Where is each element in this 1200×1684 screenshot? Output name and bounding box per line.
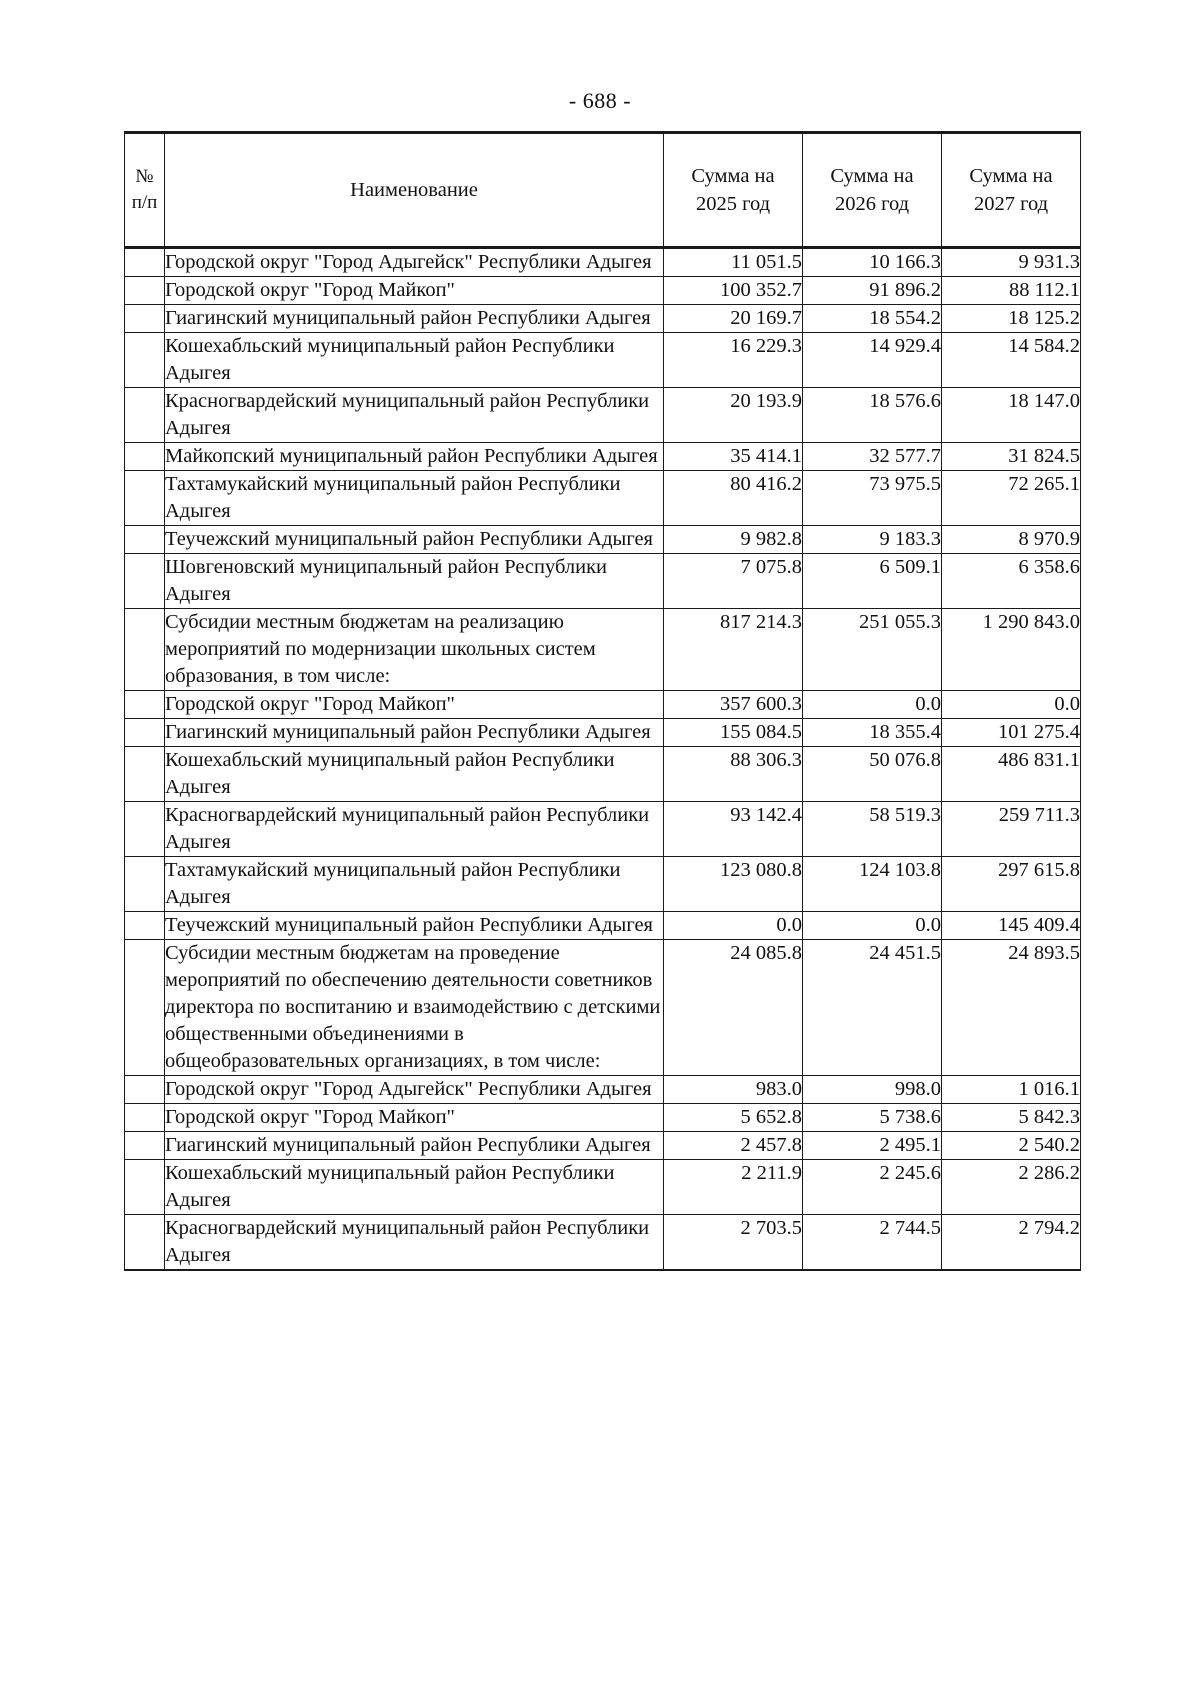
row-number-cell xyxy=(125,719,165,747)
row-value-2027: 24 893.5 xyxy=(942,940,1081,1076)
row-name-cell: Гиагинский муниципальный район Республики Адыгея xyxy=(165,719,664,747)
row-value-2027: 18 147.0 xyxy=(942,388,1081,443)
table-row xyxy=(125,802,1081,857)
row-number-cell xyxy=(125,248,165,277)
row-value-2026: 2 245.6 xyxy=(803,1160,942,1215)
row-name-cell: Городской округ "Город Майкоп" xyxy=(165,277,664,305)
row-value-2025: 155 084.5 xyxy=(664,719,803,747)
row-value-2025: 24 085.8 xyxy=(664,940,803,1076)
row-value-2027: 2 540.2 xyxy=(942,1132,1081,1160)
budget-table xyxy=(124,131,1081,1271)
column-header-name: Наименование xyxy=(165,133,664,248)
row-name-cell: Субсидии местным бюджетам на проведение мероприятий по обеспечению деятельности советников директора по воспитанию и взаимодействию с детскими общественными объединениями в общеобразовательных организациях, в том числе: xyxy=(165,940,664,1076)
table-row xyxy=(125,747,1081,802)
row-value-2025: 20 169.7 xyxy=(664,305,803,333)
page-number: - 688 - xyxy=(568,88,632,113)
row-number-cell xyxy=(125,940,165,1076)
row-name-cell: Шовгеновский муниципальный район Республики Адыгея xyxy=(165,554,664,609)
table-row xyxy=(125,609,1081,691)
row-number-cell xyxy=(125,1215,165,1271)
row-name-cell: Гиагинский муниципальный район Республики Адыгея xyxy=(165,1132,664,1160)
table-row xyxy=(125,277,1081,305)
row-value-2025: 123 080.8 xyxy=(664,857,803,912)
row-value-2026: 18 554.2 xyxy=(803,305,942,333)
row-number-cell xyxy=(125,1076,165,1104)
table-row xyxy=(125,1160,1081,1215)
row-number-cell xyxy=(125,1160,165,1215)
table-row xyxy=(125,526,1081,554)
row-value-2027: 88 112.1 xyxy=(942,277,1081,305)
row-value-2026: 24 451.5 xyxy=(803,940,942,1076)
table-row xyxy=(125,248,1081,277)
row-value-2025: 16 229.3 xyxy=(664,333,803,388)
row-value-2027: 1 290 843.0 xyxy=(942,609,1081,691)
row-value-2026: 50 076.8 xyxy=(803,747,942,802)
table-row xyxy=(125,1132,1081,1160)
table-row xyxy=(125,940,1081,1076)
row-value-2027: 14 584.2 xyxy=(942,333,1081,388)
row-number-cell xyxy=(125,277,165,305)
row-number-cell xyxy=(125,691,165,719)
row-number-cell xyxy=(125,388,165,443)
row-value-2025: 5 652.8 xyxy=(664,1104,803,1132)
table-row xyxy=(125,554,1081,609)
table-row xyxy=(125,305,1081,333)
row-name-cell: Городской округ "Город Адыгейск" Республики Адыгея xyxy=(165,248,664,277)
row-value-2026: 14 929.4 xyxy=(803,333,942,388)
table-row xyxy=(125,388,1081,443)
row-name-cell: Кошехабльский муниципальный район Республики Адыгея xyxy=(165,747,664,802)
row-number-cell xyxy=(125,526,165,554)
row-value-2025: 100 352.7 xyxy=(664,277,803,305)
row-value-2027: 145 409.4 xyxy=(942,912,1081,940)
column-header-2026: Сумма на 2026 год xyxy=(803,133,942,248)
table-header xyxy=(125,133,1081,248)
row-value-2026: 32 577.7 xyxy=(803,443,942,471)
row-name-cell: Кошехабльский муниципальный район Республики Адыгея xyxy=(165,333,664,388)
row-value-2025: 80 416.2 xyxy=(664,471,803,526)
row-name-cell: Тахтамукайский муниципальный район Республики Адыгея xyxy=(165,471,664,526)
row-value-2027: 5 842.3 xyxy=(942,1104,1081,1132)
row-value-2027: 2 794.2 xyxy=(942,1215,1081,1271)
row-value-2025: 20 193.9 xyxy=(664,388,803,443)
row-name-cell: Кошехабльский муниципальный район Республики Адыгея xyxy=(165,1160,664,1215)
table-row xyxy=(125,1215,1081,1271)
row-value-2026: 6 509.1 xyxy=(803,554,942,609)
row-name-cell: Тахтамукайский муниципальный район Республики Адыгея xyxy=(165,857,664,912)
row-value-2027: 486 831.1 xyxy=(942,747,1081,802)
row-name-cell: Красногвардейский муниципальный район Республики Адыгея xyxy=(165,802,664,857)
row-value-2026: 0.0 xyxy=(803,912,942,940)
table-row xyxy=(125,691,1081,719)
row-value-2025: 2 211.9 xyxy=(664,1160,803,1215)
row-value-2027: 2 286.2 xyxy=(942,1160,1081,1215)
row-value-2026: 73 975.5 xyxy=(803,471,942,526)
row-value-2026: 5 738.6 xyxy=(803,1104,942,1132)
row-name-cell: Красногвардейский муниципальный район Республики Адыгея xyxy=(165,1215,664,1271)
column-header-number: № п/п xyxy=(125,133,165,248)
row-number-cell xyxy=(125,912,165,940)
row-number-cell xyxy=(125,554,165,609)
row-number-cell xyxy=(125,443,165,471)
row-value-2027: 9 931.3 xyxy=(942,248,1081,277)
table-body xyxy=(125,248,1081,1271)
row-value-2026: 998.0 xyxy=(803,1076,942,1104)
row-value-2026: 18 355.4 xyxy=(803,719,942,747)
row-value-2025: 11 051.5 xyxy=(664,248,803,277)
table-row xyxy=(125,333,1081,388)
table-row xyxy=(125,1104,1081,1132)
row-value-2025: 35 414.1 xyxy=(664,443,803,471)
row-value-2026: 18 576.6 xyxy=(803,388,942,443)
row-value-2026: 58 519.3 xyxy=(803,802,942,857)
row-name-cell: Городской округ "Город Майкоп" xyxy=(165,691,664,719)
column-header-2027: Сумма на 2027 год xyxy=(942,133,1081,248)
column-header-2025: Сумма на 2025 год xyxy=(664,133,803,248)
row-number-cell xyxy=(125,333,165,388)
row-name-cell: Городской округ "Город Адыгейск" Республики Адыгея xyxy=(165,1076,664,1104)
table-row xyxy=(125,719,1081,747)
row-value-2026: 9 183.3 xyxy=(803,526,942,554)
row-value-2027: 297 615.8 xyxy=(942,857,1081,912)
row-name-cell: Городской округ "Город Майкоп" xyxy=(165,1104,664,1132)
row-value-2026: 0.0 xyxy=(803,691,942,719)
row-value-2025: 817 214.3 xyxy=(664,609,803,691)
row-name-cell: Красногвардейский муниципальный район Республики Адыгея xyxy=(165,388,664,443)
row-number-cell xyxy=(125,1104,165,1132)
row-number-cell xyxy=(125,857,165,912)
row-name-cell: Теучежский муниципальный район Республики Адыгея xyxy=(165,526,664,554)
row-value-2025: 0.0 xyxy=(664,912,803,940)
row-value-2026: 91 896.2 xyxy=(803,277,942,305)
row-number-cell xyxy=(125,305,165,333)
row-value-2027: 8 970.9 xyxy=(942,526,1081,554)
row-value-2025: 983.0 xyxy=(664,1076,803,1104)
row-value-2027: 259 711.3 xyxy=(942,802,1081,857)
row-number-cell xyxy=(125,471,165,526)
table-row xyxy=(125,443,1081,471)
row-value-2027: 18 125.2 xyxy=(942,305,1081,333)
row-value-2027: 0.0 xyxy=(942,691,1081,719)
row-value-2025: 88 306.3 xyxy=(664,747,803,802)
table-row xyxy=(125,471,1081,526)
row-value-2026: 251 055.3 xyxy=(803,609,942,691)
row-number-cell xyxy=(125,609,165,691)
row-value-2026: 2 744.5 xyxy=(803,1215,942,1271)
row-name-cell: Гиагинский муниципальный район Республики Адыгея xyxy=(165,305,664,333)
table-row xyxy=(125,912,1081,940)
row-value-2025: 2 703.5 xyxy=(664,1215,803,1271)
row-value-2025: 357 600.3 xyxy=(664,691,803,719)
row-value-2026: 10 166.3 xyxy=(803,248,942,277)
row-value-2025: 7 075.8 xyxy=(664,554,803,609)
row-value-2025: 93 142.4 xyxy=(664,802,803,857)
row-number-cell xyxy=(125,747,165,802)
row-value-2027: 6 358.6 xyxy=(942,554,1081,609)
row-name-cell: Теучежский муниципальный район Республики Адыгея xyxy=(165,912,664,940)
row-value-2027: 1 016.1 xyxy=(942,1076,1081,1104)
row-name-cell: Субсидии местным бюджетам на реализацию мероприятий по модернизации школьных систем образования, в том числе: xyxy=(165,609,664,691)
row-number-cell xyxy=(125,1132,165,1160)
row-name-cell: Майкопский муниципальный район Республики Адыгея xyxy=(165,443,664,471)
row-number-cell xyxy=(125,802,165,857)
row-value-2026: 124 103.8 xyxy=(803,857,942,912)
row-value-2027: 101 275.4 xyxy=(942,719,1081,747)
row-value-2027: 31 824.5 xyxy=(942,443,1081,471)
row-value-2026: 2 495.1 xyxy=(803,1132,942,1160)
row-value-2025: 2 457.8 xyxy=(664,1132,803,1160)
row-value-2025: 9 982.8 xyxy=(664,526,803,554)
table-row xyxy=(125,1076,1081,1104)
row-value-2027: 72 265.1 xyxy=(942,471,1081,526)
table-row xyxy=(125,857,1081,912)
